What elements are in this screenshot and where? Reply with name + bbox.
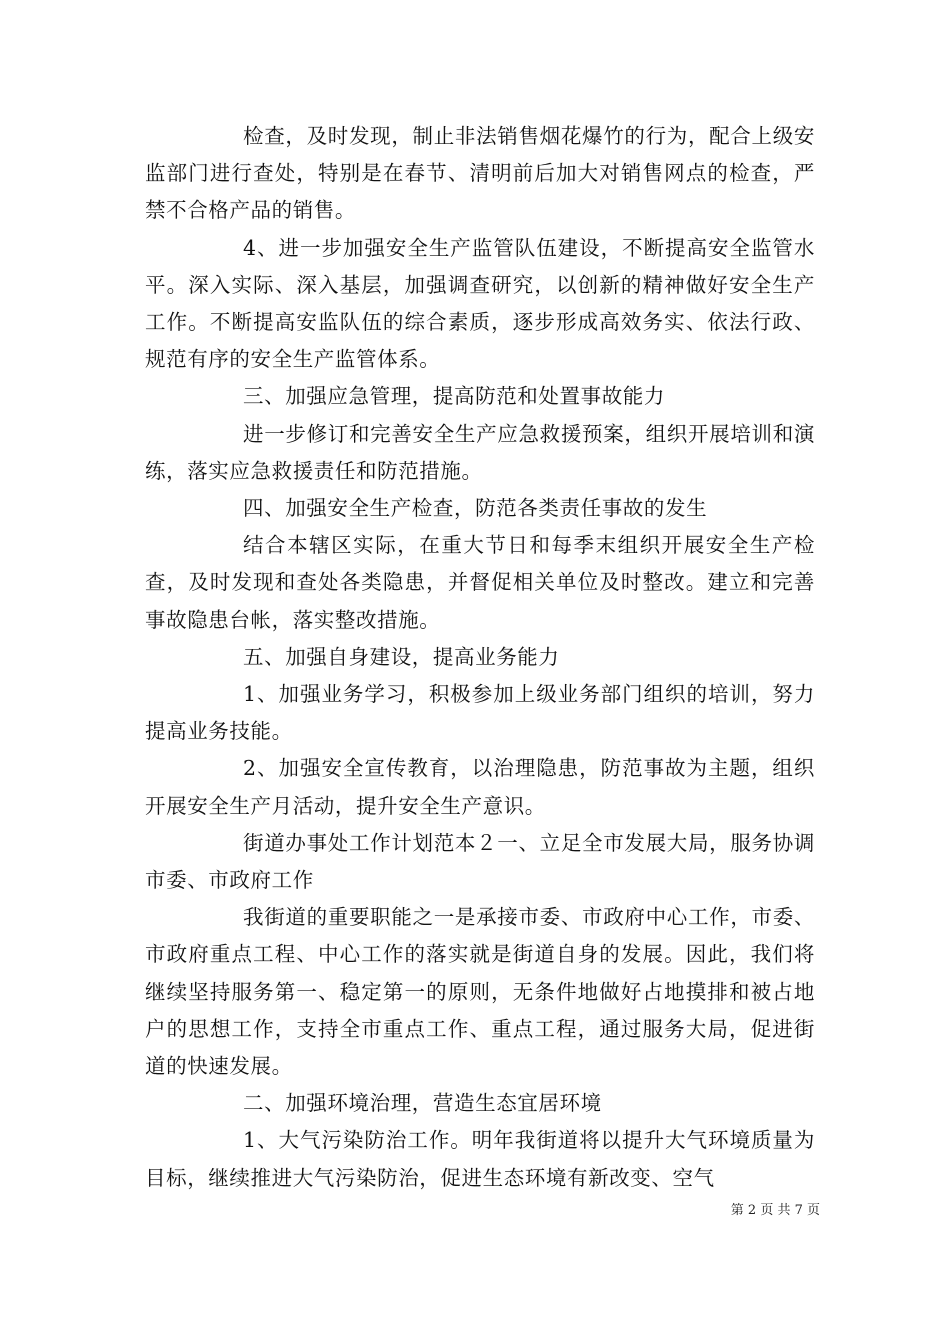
section-heading-4: 四、加强安全生产检查，防范各类责任事故的发生 bbox=[243, 496, 708, 521]
paragraph-plan-2-title: 街道办事处工作计划范本２一、立足全市发展大局，服务协调市委、市政府工作 bbox=[145, 830, 815, 893]
page-number-footer: 第 2 页 共 7 页 bbox=[730, 1203, 820, 1218]
paragraph-street-function: 我街道的重要职能之一是承接市委、市政府中心工作，市委、市政府重点工程、中心工作的落实就是街道自身的发展。因此，我们将继续坚持服务第一、稳定第一的原则，无条件地做好占地摸排和被占地户的思想工作，支持全市重点工作、重点工程，通过服务大局，促进街道的快速发展。 bbox=[145, 905, 815, 1079]
paragraph-air-pollution: 1、大气污染防治工作。明年我街道将以提升大气环境质量为目标，继续推进大气污染防治，促进生态环境有新改变、空气 bbox=[145, 1128, 815, 1190]
paragraph-emergency: 进一步修订和完善安全生产应急救援预案，组织开展培训和演练，落实应急救援责任和防范措施。 bbox=[145, 421, 815, 483]
paragraph-item-4: 4、进一步加强安全生产监管队伍建设，不断提高安全监管水平。深入实际、深入基层，加强调查研究，以创新的精神做好安全生产工作。不断提高安监队伍的综合素质，逐步形成高效务实、依法行政、规范有序的安全生产监管体系。 bbox=[145, 235, 815, 372]
paragraph-item-1-study: 1、加强业务学习，积极参加上级业务部门组织的培训，努力提高业务技能。 bbox=[145, 682, 815, 744]
paragraph-inspection: 结合本辖区实际，在重大节日和每季末组织开展安全生产检查，及时发现和查处各类隐患，并督促相关单位及时整改。建立和完善事故隐患台帐，落实整改措施。 bbox=[145, 533, 815, 632]
section-heading-3: 三、加强应急管理，提高防范和处置事故能力 bbox=[243, 384, 665, 409]
paragraph-continuation: 检查，及时发现，制止非法销售烟花爆竹的行为，配合上级安监部门进行查处，特别是在春节、清明前后加大对销售网点的检查，严禁不合格产品的销售。 bbox=[145, 124, 815, 223]
section-heading-environment: 二、加强环境治理，营造生态宜居环境 bbox=[243, 1091, 602, 1116]
paragraph-item-2-education: 2、加强安全宣传教育，以治理隐患，防范事故为主题，组织开展安全生产月活动，提升安全生产意识。 bbox=[145, 756, 815, 818]
section-heading-5: 五、加强自身建设，提高业务能力 bbox=[243, 644, 560, 669]
document-body bbox=[145, 118, 815, 1197]
